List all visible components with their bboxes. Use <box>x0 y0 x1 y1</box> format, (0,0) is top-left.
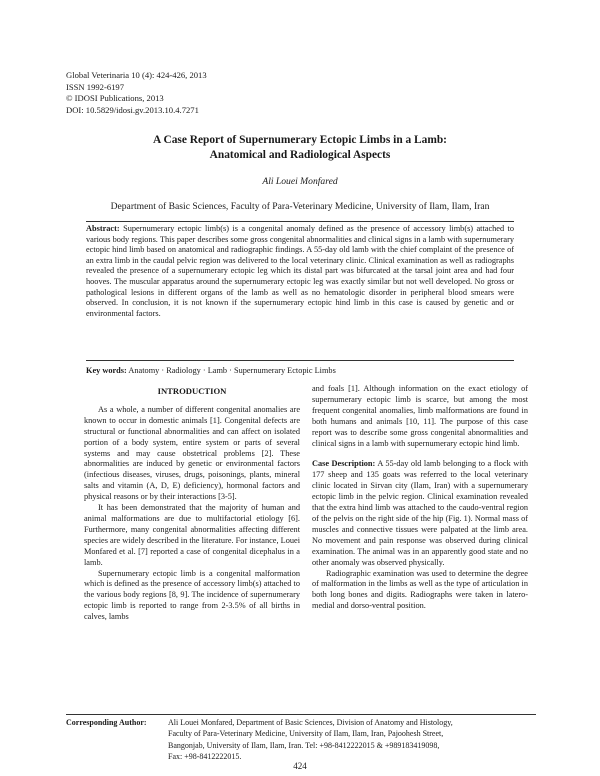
intro-paragraph-2: It has been demonstrated that the majority of human and animal malformations are due to multifactorial etiology [6]. Furthermore, many congenital abnormalities affecting different species are widely described in the literature. For instance, Louei Monfared et al. [7] reported a case of congenital dicephalus in a lamb. <box>84 503 300 567</box>
copyright: © IDOSI Publications, 2013 <box>66 93 164 104</box>
author-name: Ali Louei Monfared <box>262 176 338 187</box>
abstract <box>86 224 514 319</box>
left-column <box>84 384 300 623</box>
case-description-text: A 55-day old lamb belonging to a flock with 177 sheep and 135 goats was referred to the local veterinary clinic located in Sirvan city (Ilam, Iran) with a supernumerary ectopic limb in the pelvic region. Clinical examination revealed that the extra hind limb was attached to the caudo-ventral region of the pelvis on the right side of the hip (Fig. 1). Normal mass of muscles and connective tissues were palpated at the limb area. No movement and pain response was observed during clinical examination. The animal was in an apparently good state and no other anomaly was observed physically. <box>312 459 528 567</box>
abstract-label: Abstract: <box>86 224 120 233</box>
corresponding-author-label: Corresponding Author: <box>66 718 147 727</box>
corresponding-author-details <box>168 717 538 762</box>
keywords-text: Anatomy · Radiology · Lamb · Supernumerary Ectopic Limbs <box>128 366 336 375</box>
footnote-rule <box>66 714 536 715</box>
doi: DOI: 10.5829/idosi.gv.2013.10.4.7271 <box>66 104 199 115</box>
page-number: 424 <box>293 761 307 771</box>
section-heading-introduction: INTRODUCTION <box>157 386 227 396</box>
abstract-top-rule <box>86 221 514 222</box>
affiliation: Department of Basic Sciences, Faculty of Para-Veterinary Medicine, University of Ilam, Ilam, Iran <box>110 201 490 212</box>
radiography-paragraph: Radiographic examination was used to determine the degree of malformation in the limbs as well as the type of articulation in both long bones and digits. Radiographs were taken in latero-medial and dorso-ventral position. <box>312 568 528 611</box>
case-description-label: Case Description: <box>312 459 376 469</box>
intro-paragraph-continued: and foals [1]. Although information on the exact etiology of supernumerary ectopic limb is scarce, but among the most frequent congenital anomalies, limb malformations are found in both humans and animals [10, 11]. The purpose of this case report was to describe some gross congenital abnormalities and clinical signs in a lamb with supernumerary ectopic hind limb. <box>312 384 528 448</box>
journal-citation: Global Veterinaria 10 (4): 424-426, 2013 <box>66 70 207 80</box>
paper-title <box>66 133 534 163</box>
abstract-bottom-rule <box>86 360 514 361</box>
intro-paragraph-3: Supernumerary ectopic limb is a congenital malformation which is defined as the presence of accessory limb(s) attached to the various body regions [8, 9]. The incidence of supernumerary ectopic limb is reported to range from 2-3.5% of all births in calves, lambs <box>84 568 300 622</box>
corresponding-line-3: Bangonjab, University of Ilam, Ilam, Iran. Tel: +98-8412222015 & +989183419098, <box>168 740 440 750</box>
keywords <box>86 366 514 375</box>
right-column <box>312 384 528 612</box>
corresponding-line-4: Fax: +98-8412222015. <box>168 751 242 761</box>
corresponding-line-2: Faculty of Para-Veterinary Medicine, University of Ilam, Ilam, Iran, Pajoohesh Street, <box>168 729 444 739</box>
intro-paragraph-1: As a whole, a number of different congenital anomalies are known to occur in domestic animals [1]. Congenital defects are structural or functional abnormalities and can affect on isolated portion of a body system, entire system or parts of several systems and may cause obstetrical problems [2]. These abnormalities are induced by genetic or environmental factors (infectious diseases, viruses, drugs, poisonings, plants, mineral salts and vitamin (A, D, E) deficiency), hormonal factors and physical reasons or by their interactions [3-5]. <box>84 404 300 502</box>
title-line-2: Anatomical and Radiological Aspects <box>209 149 391 161</box>
keywords-label: Key words: <box>86 366 127 375</box>
issn: ISSN 1992-6197 <box>66 81 125 92</box>
article-header <box>66 70 207 116</box>
corresponding-line-1: Ali Louei Monfared, Department of Basic Sciences, Division of Anatomy and Histology, <box>168 718 453 727</box>
case-description-paragraph <box>312 459 528 568</box>
abstract-text: Supernumerary ectopic limb(s) is a congenital anomaly defined as the presence of accessory limb(s) attached to various body regions. This paper describes some gross congenital abnormalities and clinical signs in a lamb with supernumerary ectopic hind limb based on anatomical and radiographic findings. A 55-day old lamb with the chief complaint of the presence of an extra limb in the caudal pelvic region was delivered to the local veterinary clinic. Clinical examination as well as radiographs revealed the presence of a supernumerary ectopic leg which its distal part was bifurcated at the tarsal joint area and had four hooves. The muscular apparatus around the supernumerary ectopic leg was exactly similar but not well developed. No gross or pathological lesions in different organs of the lamb as well as no hematologic disorder in peripheral blood smears were observed. In conclusion, it is not known if the supernumerary ectopic hind limb in this case is caused by genetic and or environmental factors. <box>86 224 515 318</box>
title-line-1: A Case Report of Supernumerary Ectopic Limbs in a Lamb: <box>153 134 447 146</box>
